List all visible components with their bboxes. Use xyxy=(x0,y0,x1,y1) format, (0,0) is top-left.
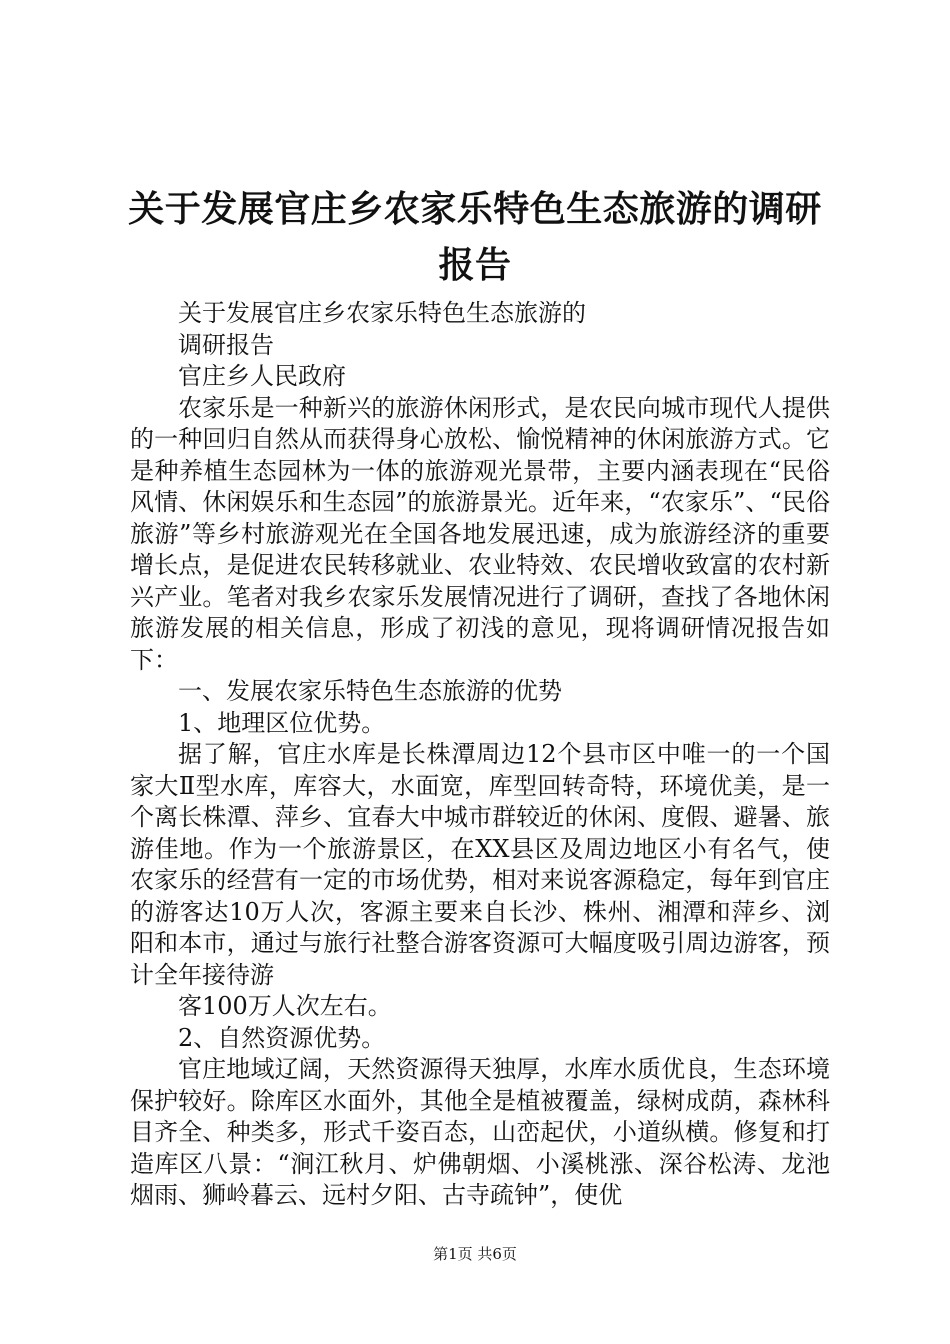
document-body xyxy=(130,298,830,1212)
geography-paragraph-continued: 客100万人次左右。 xyxy=(178,992,392,1020)
subtitle-line-1: 关于发展官庄乡农家乐特色生态旅游的 xyxy=(178,299,586,327)
resources-paragraph: 官庄地域辽阔，天然资源得天独厚，水库水质优良，生态环境保护较好。除库区水面外，其他全是植被覆盖，绿树成荫，森林科目齐全、种类多，形式千姿百态，山峦起伏，小道纵横。修复和打造库区八景：“涧江秋月、炉佛朝烟、小溪桃涨、深谷松涛、龙池烟雨、狮岭暮云、远村夕阳、古寺疏钟”，使优 xyxy=(130,1055,830,1209)
document-title: 关于发展官庄乡农家乐特色生态旅游的调研报告 xyxy=(128,189,822,286)
subtitle-line-2: 调研报告 xyxy=(178,330,274,359)
subheading-geography: 1、地理区位优势。 xyxy=(178,708,386,737)
author-line: 官庄乡人民政府 xyxy=(178,362,346,390)
intro-paragraph: 农家乐是一种新兴的旅游休闲形式，是农民向城市现代人提供的一种回归自然从而获得身心放松、愉悦精神的休闲旅游方式。它是种养植生态园林为一体的旅游观光景带，主要内涵表现在“民俗风情、休闲娱乐和生态园”的旅游景光。近年来，“农家乐”、“民俗旅游”等乡村旅游观光在全国各地发展迅速，成为旅游经济的重要增长点，是促进农民转移就业、农业特效、农民增收致富的农村新兴产业。笔者对我乡农家乐发展情况进行了调研，查找了各地休闲旅游发展的相关信息，形成了初浅的意见，现将调研情况报告如下： xyxy=(130,393,830,674)
subheading-resources: 2、自然资源优势。 xyxy=(178,1023,386,1052)
section-heading-1: 一、发展农家乐特色生态旅游的优势 xyxy=(178,677,562,705)
page-footer: 第1页 共6页 xyxy=(433,1245,517,1263)
geography-paragraph: 据了解，官庄水库是长株潭周边12个县市区中唯一的一个国家大Ⅱ型水库，库容大，水面宽，库型回转奇特，环境优美，是一个离长株潭、萍乡、宜春大中城市群较近的休闲、度假、避暑、旅游佳地。作为一个旅游景区，在XX县区及周边地区小有名气，使农家乐的经营有一定的市场优势，相对来说客源稳定，每年到官庄的游客达10万人次，客源主要来自长沙、株州、湘潭和萍乡、浏阳和本市，通过与旅行社整合游客资源可大幅度吸引周边游客，预计全年接待游 xyxy=(130,740,830,989)
